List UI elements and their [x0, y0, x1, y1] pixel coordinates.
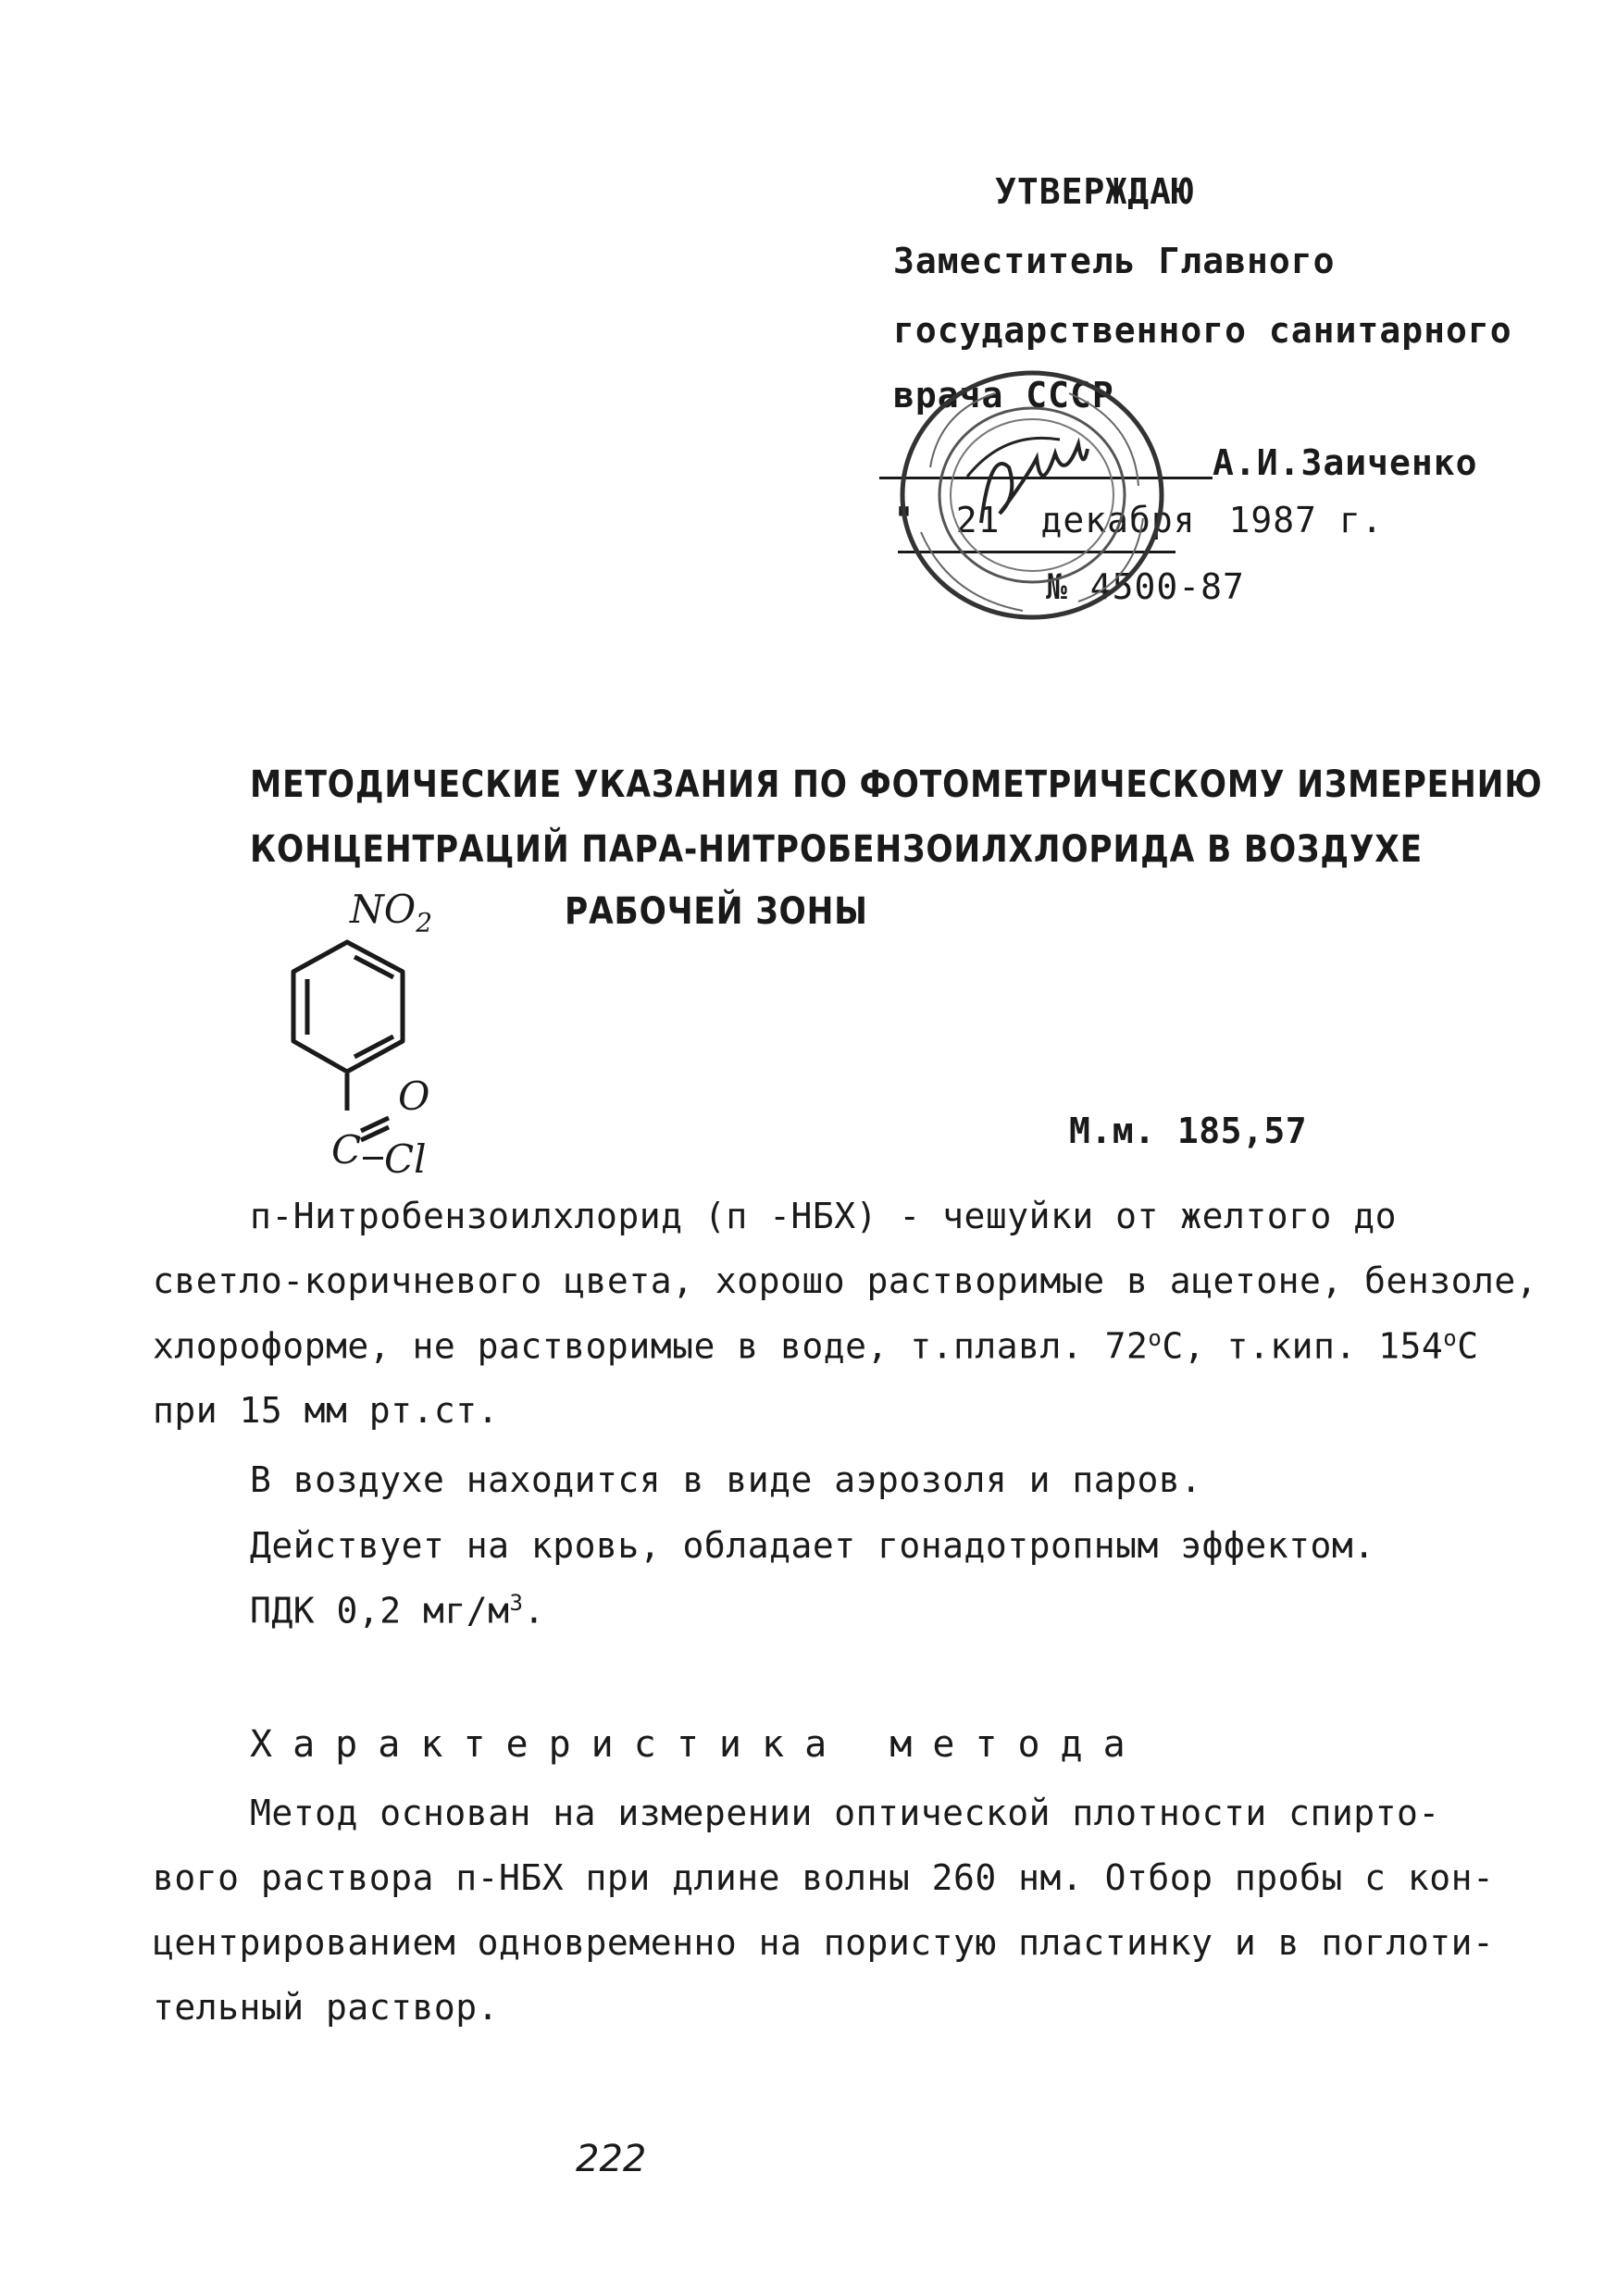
approval-heading: УТВЕРЖДАЮ [995, 171, 1194, 212]
celsius-unit: С [1457, 1325, 1479, 1367]
document-title-line3: РАБОЧЕЙ ЗОНЫ [565, 890, 868, 933]
melting-point-text: хлороформе, не растворимые в воде, т.плавл. 72 [153, 1325, 1149, 1367]
mac-value: ПДК 0,2 мг/м [250, 1590, 510, 1632]
molar-mass: М.м. 185,57 [1069, 1111, 1308, 1151]
official-stamp-seal [893, 366, 1171, 634]
method-heading: Характеристика метода [250, 1723, 1146, 1766]
method-line4: тельный раствор. [153, 1987, 500, 2028]
description-p2: В воздухе находится в виде аэрозоля и паров. [250, 1459, 1202, 1500]
approval-signer: А.И.Заиченко [1213, 442, 1478, 483]
description-p4 [250, 1590, 545, 1632]
description-p1-line3 [153, 1325, 1479, 1367]
page-number: 222 [576, 2138, 647, 2180]
date-quote: " [893, 500, 915, 540]
mac-period: . [523, 1590, 545, 1632]
approval-position-line3: врача СССР [893, 375, 1114, 416]
date-month: декабря [1040, 500, 1196, 540]
document-title-line2: КОНЦЕНТРАЦИЙ ПАРА-НИТРОБЕНЗОИЛХЛОРИДА В ВОЗДУХЕ [250, 828, 1423, 871]
formula-carbon: C [331, 1127, 362, 1173]
approval-position-line1: Заместитель Главного [893, 241, 1336, 281]
boiling-point-text: С, т.кип. 154 [1162, 1325, 1444, 1367]
formula-carbonyl-oxygen: O [398, 1074, 430, 1119]
description-p1-line4: при 15 мм рт.ст. [153, 1390, 500, 1431]
description-p3: Действует на кровь, обладает гонадотропным эффектом. [250, 1525, 1375, 1566]
formula-c-cl-bond [363, 1157, 383, 1160]
approval-position-line2: государственного санитарного [893, 310, 1512, 351]
degree-sup-2: о [1443, 1325, 1458, 1351]
formula-no2-label: NO [350, 887, 417, 932]
date-year: 1987 г. [1228, 500, 1384, 540]
description-p1-line2: светло-коричневого цвета, хорошо растворимые в ацетоне, бензоле, [153, 1260, 1538, 1301]
formula-chlorine: Cl [384, 1136, 427, 1182]
method-line3: центрированием одновременно на пористую пластинку и в поглоти- [153, 1922, 1495, 1963]
cubic-sup: 3 [509, 1590, 524, 1616]
description-p1-line1: п-Нитробензоилхлорид (п -НБХ) - чешуйки от желтого до [250, 1196, 1398, 1236]
formula-no2-subscript: 2 [416, 907, 433, 938]
method-line2: вого раствора п-НБХ при длине волны 260 нм. Отбор пробы с кон- [153, 1857, 1495, 1898]
date-day: 21 [955, 500, 1001, 540]
degree-sup-1: о [1148, 1325, 1163, 1351]
approval-number: № 4500-87 [1046, 566, 1245, 607]
document-title-line1: МЕТОДИЧЕСКИЕ УКАЗАНИЯ ПО ФОТОМЕТРИЧЕСКОМУ ИЗМЕРЕНИЮ [250, 763, 1543, 806]
method-line1: Метод основан на измерении оптической плотности спирто- [250, 1793, 1440, 1833]
